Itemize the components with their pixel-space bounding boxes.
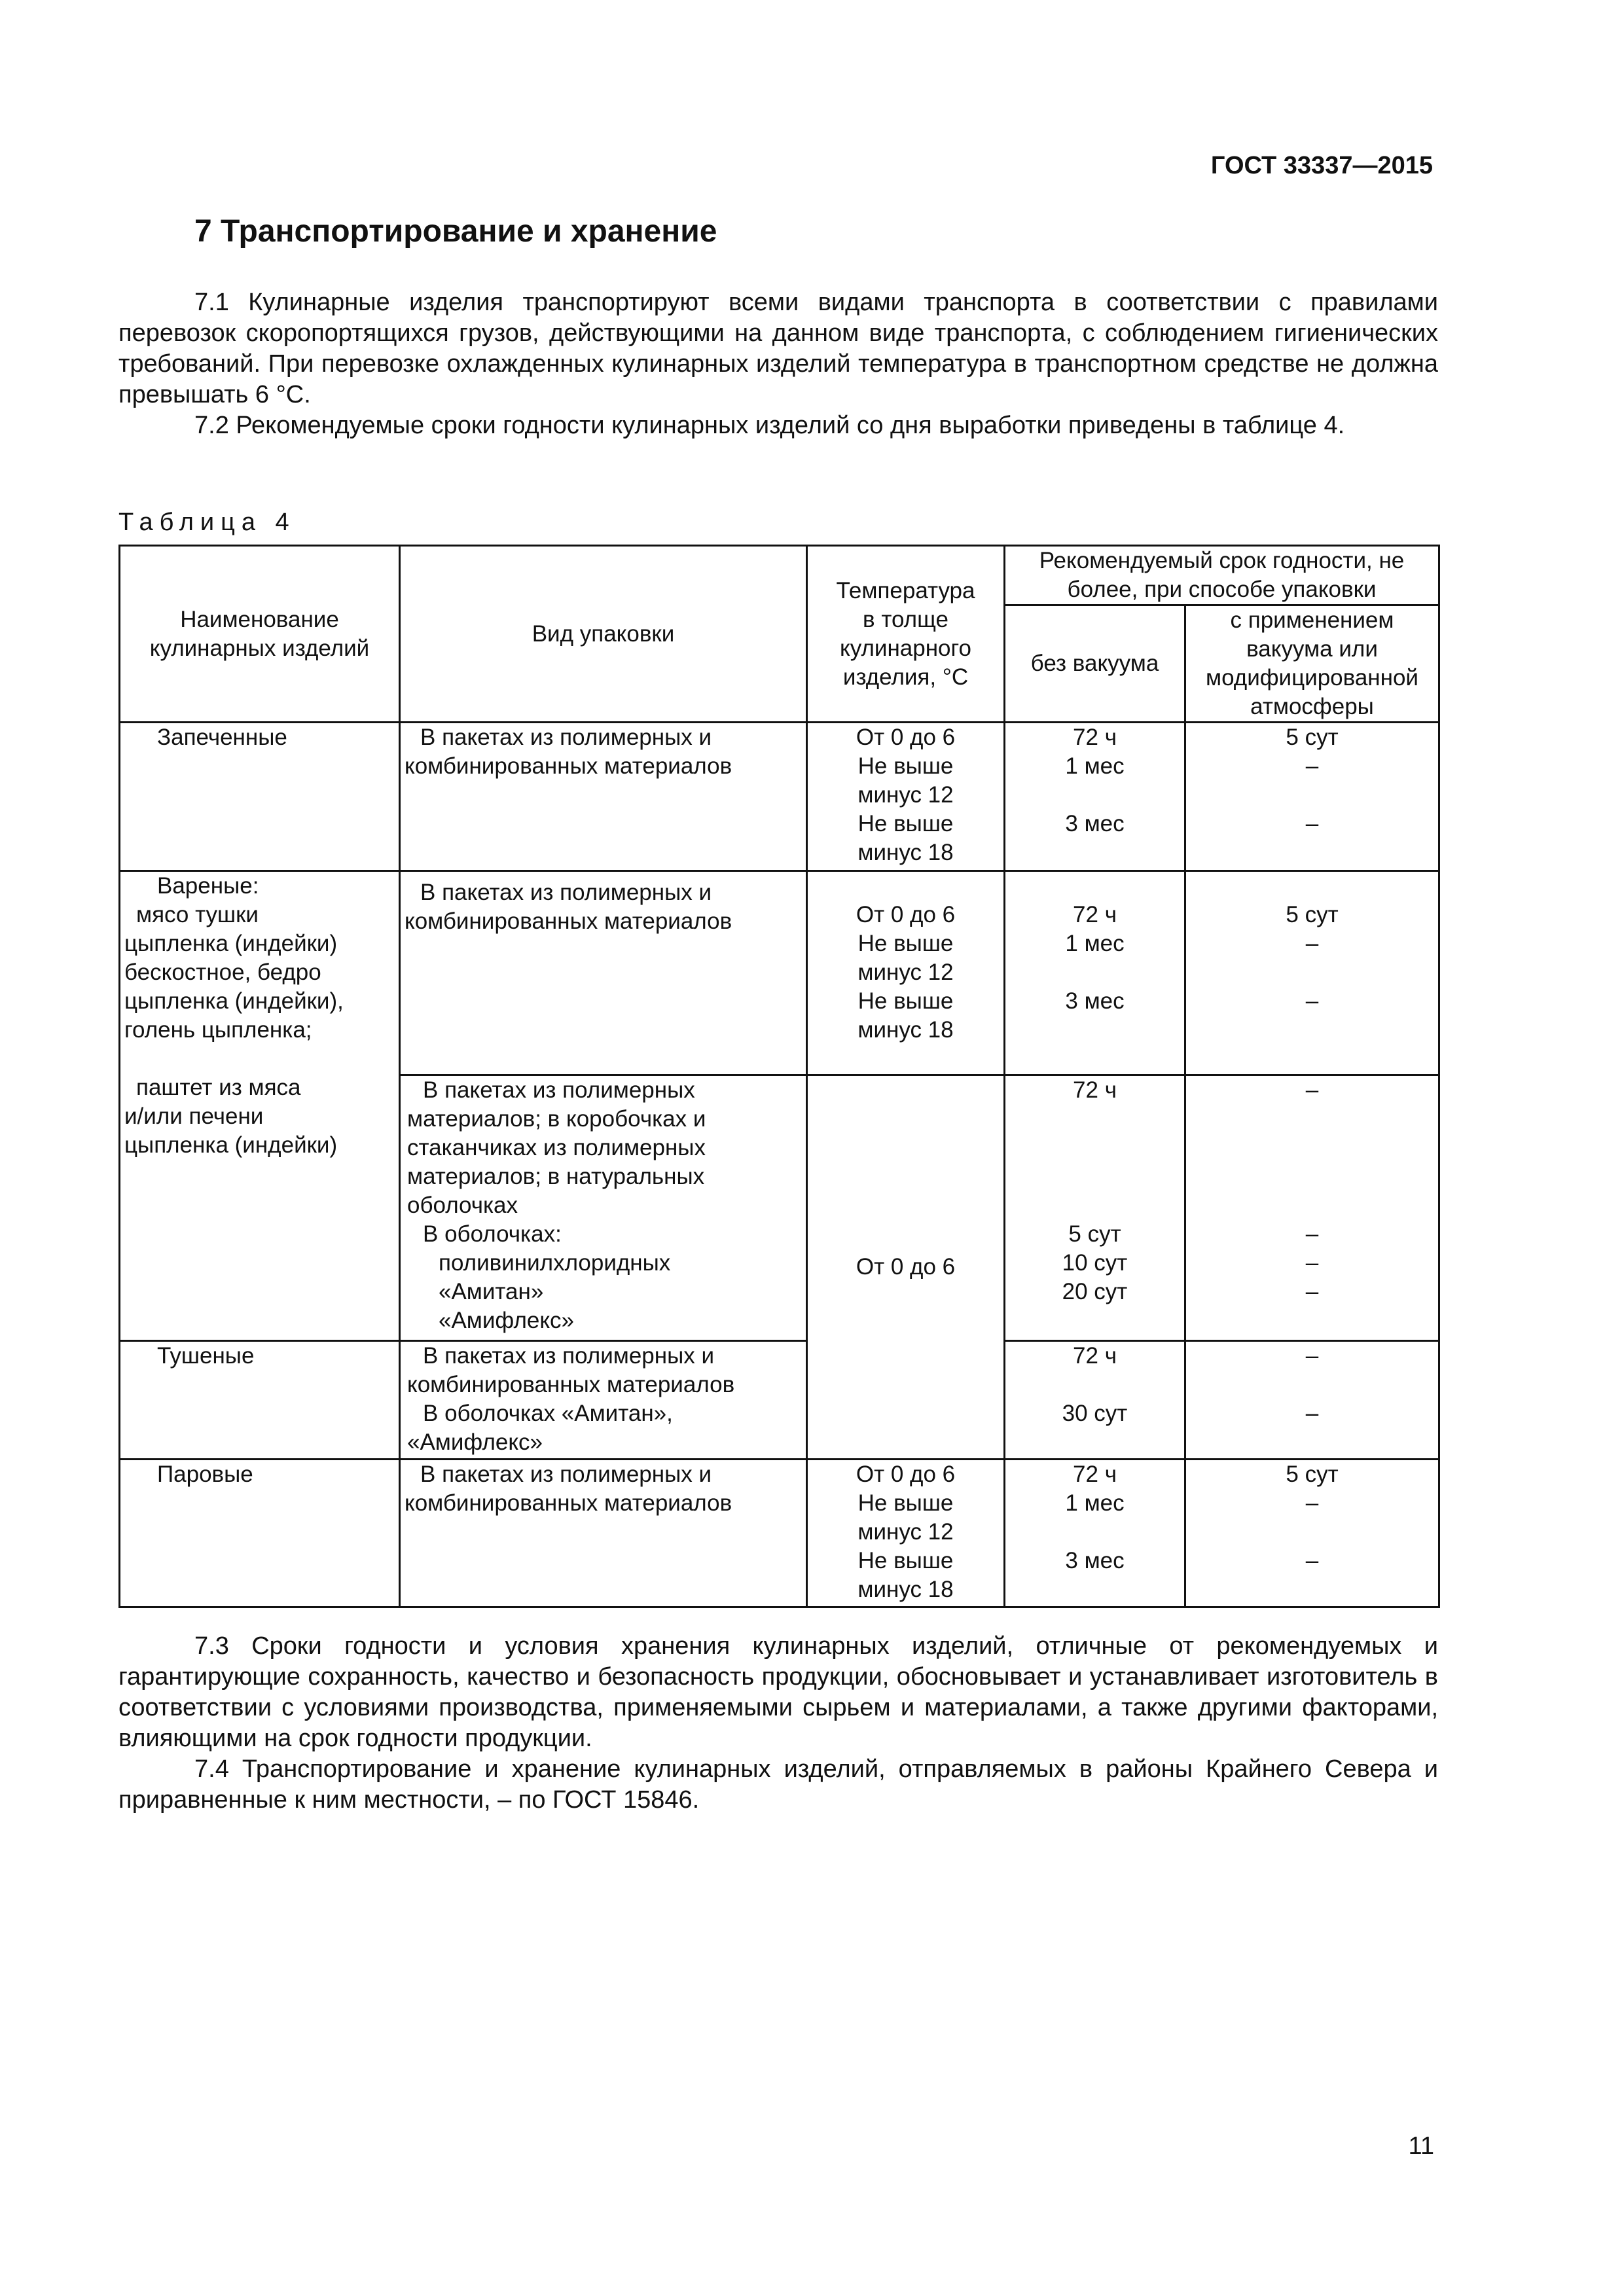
row-vac-boiled: 5 сут – –	[1185, 870, 1439, 1075]
header-package: Вид упаковки	[400, 546, 807, 723]
paragraph-7-3: 7.3 Сроки годности и условия хранения кулинарных изделий, отличные от рекомендуемых и гарантирующие сохранность, качество и безопасность продукции, обосновывает и устанавливает изготовитель в соответствии с условиями производства, применяемыми сырьем и материалами, а также другими факторами, влияющими на срок годности продукции.	[118, 1632, 1438, 1752]
paragraph-7-4: 7.4 Транспортирование и хранение кулинарных изделий, отправляемых в районы Крайнего Севера и приравненные к ним местности, – по ГОСТ 15846.	[118, 1755, 1438, 1814]
shelf-life-table	[118, 545, 1440, 1608]
row-temp-baked: От 0 до 6 Не выше минус 12 Не выше минус 18	[807, 723, 1005, 870]
row-temp-boiled: От 0 до 6 Не выше минус 12 Не выше минус 18	[807, 870, 1005, 1075]
row-package-pate: В пакетах из полимерных материалов; в коробочках и стаканчиках из полимерных материалов; в натуральных оболочках В оболочках: поливинилхлоридных «Амитан» «Амифлекс»	[400, 1075, 807, 1341]
row-package-boiled: В пакетах из полимерных и комбинированных материалов	[400, 870, 807, 1075]
row-novac-pate: 72 ч 5 сут 10 сут 20 сут	[1005, 1075, 1185, 1341]
row-novac-stewed: 72 ч 30 сут	[1005, 1341, 1185, 1459]
table-caption: Таблица 4	[118, 509, 296, 536]
row-vac-steamed: 5 сут – –	[1185, 1459, 1439, 1607]
row-package-stewed: В пакетах из полимерных и комбинированных материалов В оболочках «Амитан», «Амифлекс»	[400, 1341, 807, 1459]
header-shelf-life: Рекомендуемый срок годности, не более, при способе упаковки	[1005, 546, 1439, 605]
paragraph-7-1: 7.1 Кулинарные изделия транспортируют всеми видами транспорта в соответствии с правилами перевозок скоропортящихся грузов, действующими на данном виде транспорта, с соблюдением гигиенических требований. При перевозке охлажденных кулинарных изделий температура в транспортном средстве не должна превышать 6 °С.	[118, 289, 1438, 408]
table-row	[120, 870, 1439, 1075]
header-no-vacuum: без вакуума	[1005, 605, 1185, 723]
row-vac-baked: 5 сут – –	[1185, 723, 1439, 870]
header-temperature: Температура в толще кулинарного изделия, °С	[807, 546, 1005, 723]
row-package-steamed: В пакетах из полимерных и комбинированных материалов	[400, 1459, 807, 1607]
row-vac-pate: – – – –	[1185, 1075, 1439, 1341]
header-name: Наименование кулинарных изделий	[120, 546, 400, 723]
row-novac-baked: 72 ч 1 мес 3 мес	[1005, 723, 1185, 870]
row-name-steamed: Паровые	[120, 1459, 400, 1607]
section-title: 7 Транспортирование и хранение	[194, 214, 717, 249]
row-novac-boiled: 72 ч 1 мес 3 мес	[1005, 870, 1185, 1075]
row-name-baked: Запеченные	[120, 723, 400, 870]
row-temp-steamed: От 0 до 6 Не выше минус 12 Не выше минус 18	[807, 1459, 1005, 1607]
table-row	[120, 1459, 1439, 1607]
header-vacuum: с применением вакуума или модифицированной атмосферы	[1185, 605, 1439, 723]
standard-code: ГОСТ 33337—2015	[1210, 152, 1433, 179]
table-row	[120, 1341, 1439, 1459]
page-number: 11	[1408, 2132, 1434, 2160]
row-temp-pate-stewed: От 0 до 6	[807, 1075, 1005, 1459]
row-novac-steamed: 72 ч 1 мес 3 мес	[1005, 1459, 1185, 1607]
row-name-stewed: Тушеные	[120, 1341, 400, 1459]
table-row	[120, 723, 1439, 870]
row-name-boiled: Вареные: мясо тушки цыпленка (индейки) бескостное, бедро цыпленка (индейки), голень цыпленка; паштет из мяса и/или печени цыпленка (индейки)	[120, 870, 400, 1340]
paragraph-7-2: 7.2 Рекомендуемые сроки годности кулинарных изделий со дня выработки приведены в таблице 4.	[194, 412, 1345, 439]
row-package-baked: В пакетах из полимерных и комбинированных материалов	[400, 723, 807, 870]
row-vac-stewed: – –	[1185, 1341, 1439, 1459]
